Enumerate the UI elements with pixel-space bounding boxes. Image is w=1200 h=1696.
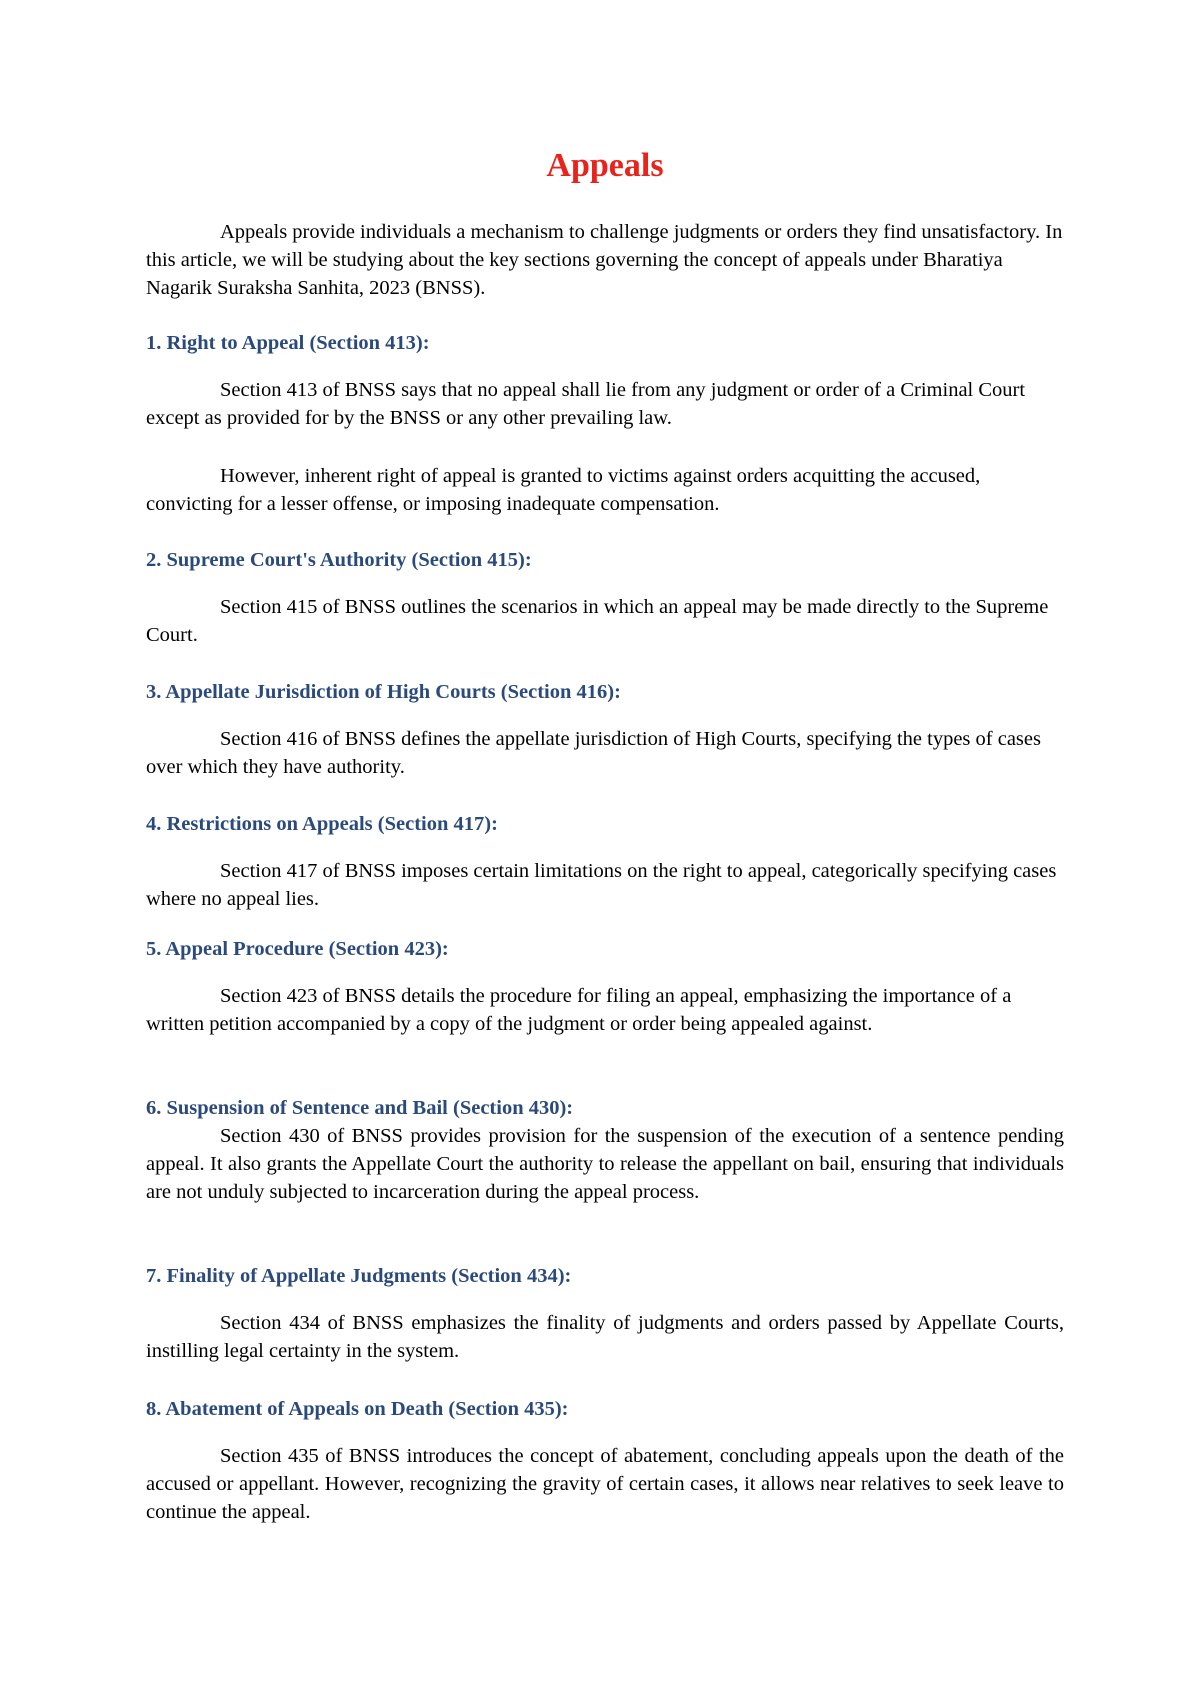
section-3-heading: 3. Appellate Jurisdiction of High Courts (Section 416): (146, 681, 621, 703)
section-4-heading: 4. Restrictions on Appeals (Section 417): (146, 813, 498, 835)
section-7-heading: 7. Finality of Appellate Judgments (Section 434): (146, 1265, 572, 1287)
section-5-heading: 5. Appeal Procedure (Section 423): (146, 938, 449, 960)
section-6-paragraph: Section 430 of BNSS provides provision for the suspension of the execution of a sentence pending appeal. It also grants the Appellate Court the authority to release the appellant on bail, ensuring that individuals are not unduly subjected to incarceration during the appeal process. (146, 1125, 1064, 1203)
document-title: Appeals (546, 147, 664, 184)
section-1-paragraph-2: However, inherent right of appeal is granted to victims against orders acquitting the accused, convicting for a lesser offense, or imposing inadequate compensation. (146, 465, 981, 515)
section-1-heading: 1. Right to Appeal (Section 413): (146, 332, 430, 354)
section-8-heading: 8. Abatement of Appeals on Death (Section 435): (146, 1398, 569, 1420)
section-1-paragraph-1: Section 413 of BNSS says that no appeal shall lie from any judgment or order of a Criminal Court except as provided for by the BNSS or any other prevailing law. (146, 379, 1026, 429)
intro-paragraph: Appeals provide individuals a mechanism to challenge judgments or orders they find unsatisfactory. In this article, we will be studying about the key sections governing the concept of appeals under Bharatiya Nagarik Suraksha Sanhita, 2023 (BNSS). (146, 221, 1063, 299)
section-2-heading: 2. Supreme Court's Authority (Section 415): (146, 549, 532, 571)
section-8-paragraph: Section 435 of BNSS introduces the concept of abatement, concluding appeals upon the death of the accused or appellant. However, recognizing the gravity of certain cases, it allows near relatives to seek leave to continue the appeal. (146, 1445, 1064, 1523)
section-7-paragraph: Section 434 of BNSS emphasizes the finality of judgments and orders passed by Appellate Courts, instilling legal certainty in the system. (146, 1312, 1064, 1362)
section-4-paragraph: Section 417 of BNSS imposes certain limitations on the right to appeal, categorically specifying cases where no appeal lies. (146, 860, 1057, 910)
section-3-paragraph: Section 416 of BNSS defines the appellate jurisdiction of High Courts, specifying the types of cases over which they have authority. (146, 728, 1041, 778)
section-2-paragraph: Section 415 of BNSS outlines the scenarios in which an appeal may be made directly to the Supreme Court. (146, 596, 1049, 646)
section-6-heading: 6. Suspension of Sentence and Bail (Section 430): (146, 1097, 574, 1119)
section-5-paragraph: Section 423 of BNSS details the procedure for filing an appeal, emphasizing the importance of a written petition accompanied by a copy of the judgment or order being appealed against. (146, 985, 1012, 1035)
